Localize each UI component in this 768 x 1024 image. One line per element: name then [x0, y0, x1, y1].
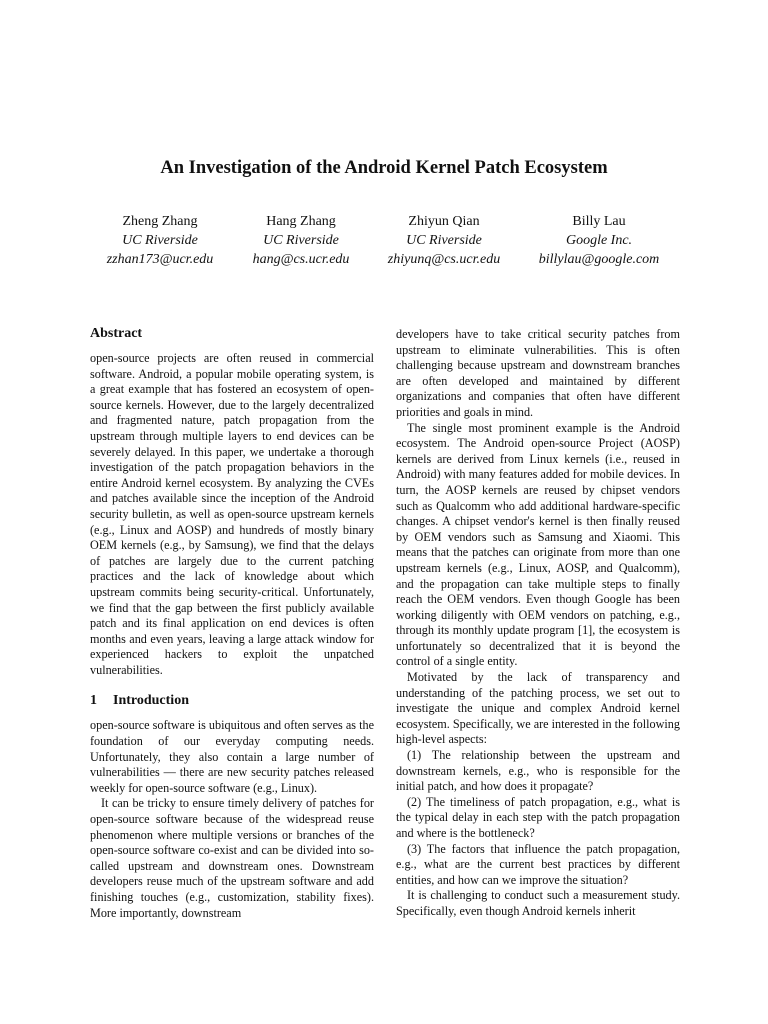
- paper-title: An Investigation of the Android Kernel Patch Ecosystem: [160, 158, 608, 178]
- author-email: billylau@google.com: [538, 252, 660, 267]
- right-paragraph-2: The single most prominent example is the Android ecosystem. The Android open-source Project (AOSP) kernels are derived from Linux kernels (i.e., reused in Android) with many features added for mobile devices. In turn, the AOSP kernels are reused by chipset vendors such as Qualcomm who add additional hardware-specific changes. A chipset vendor's kernel is then finally reused by OEM vendors such as Samsung and Xiaomi. This means that the patches can originate from more than one upstream kernels (e.g., Linux, AOSP, and Qualcomm), and the propagation can take multiple steps to finally reach the OEM vendors. Even though Google has been working diligently with OEM vendors on patching, e.g., through its monthly update program [1], the ecosystem is unfortunately so decentralized that it is beyond the control of a single entity.: [396, 420, 680, 669]
- right-paragraph-7: It is challenging to conduct such a measurement study. Specifically, even though Android kernels inherit: [396, 888, 680, 918]
- author-affiliation: UC Riverside: [263, 233, 339, 248]
- right-column: [396, 327, 680, 920]
- abstract-text: open-source projects are often reused in commercial software. Android, a popular mobile operating system, is a great example that has fostered an ecosystem of open-source kernels. However, due to the largely decentralized and fragmented nature, patch propagation from the upstream through multiple layers to end devices can be severely delayed. In this paper, we undertake a thorough investigation of the patch propagation behaviors in the entire Android kernel ecosystem. By analyzing the CVEs and patches available since the inception of the Android security bulletin, as well as open-source upstream kernels (e.g., Linux and AOSP) and hundreds of mostly binary OEM kernels (e.g., by Samsung), we find that the delays of patches are largely due to the current patching practices and the lack of knowledge about which upstream commits being security-critical. Unfortunately, we find that the gap between the first publicly available patch and its final application on end devices is often months and even years, leaving a large attack window for experienced hackers to exploit the unpatched vulnerabilities.: [90, 351, 374, 677]
- intro-heading: [90, 692, 374, 710]
- author-2: [226, 212, 376, 269]
- author-name: Billy Lau: [572, 214, 626, 229]
- left-column: [90, 325, 374, 921]
- author-affiliation: Google Inc.: [565, 233, 633, 248]
- right-paragraph-5: (2) The timeliness of patch propagation, e.g., what is the typical delay in each step with the patch propagation and where is the bottleneck?: [396, 794, 680, 840]
- intro-paragraph-1: open-source software is ubiquitous and often serves as the foundation of our everyday computing needs. Unfortunately, they also contain a large number of vulnerabilities — there are new security patches released weekly for open-source software (e.g., Linux).: [90, 718, 374, 795]
- right-paragraph-4: (1) The relationship between the upstream and downstream kernels, e.g., who is responsible for the initial patch, and how does it propagate?: [396, 748, 680, 794]
- right-paragraph-6: (3) The factors that influence the patch propagation, e.g., what are the current best practices by different entities, and how can we improve the situation?: [396, 841, 680, 887]
- author-email: hang@cs.ucr.edu: [252, 252, 350, 267]
- author-name: Hang Zhang: [266, 214, 336, 229]
- right-paragraph-3: Motivated by the lack of transparency and understanding of the patching process, we set out to investigate the unique and complex Android kernel ecosystem. Specifically, we are interested in the following high-level aspects:: [396, 670, 680, 747]
- author-email: zzhan173@ucr.edu: [106, 252, 214, 267]
- section-number: 1: [90, 693, 97, 709]
- author-email: zhiyunq@cs.ucr.edu: [387, 252, 501, 267]
- abstract-heading: Abstract: [90, 326, 143, 341]
- author-affiliation: UC Riverside: [406, 233, 482, 248]
- author-name: Zhiyun Qian: [408, 214, 480, 229]
- author-4: [524, 212, 674, 269]
- author-affiliation: UC Riverside: [122, 233, 198, 248]
- author-1: [85, 212, 235, 269]
- author-3: [369, 212, 519, 269]
- intro-paragraph-2: It can be tricky to ensure timely delivery of patches for open-source software because of the widespread reuse phenomenon where multiple versions or branches of the open-source software co-exist and can be divided into so-called upstream and downstream ones. Downstream developers reuse much of the upstream software and add finishing touches (e.g., customization, stability fixes). More importantly, downstream: [90, 796, 374, 920]
- right-paragraph-1: developers have to take critical security patches from upstream to eliminate vulnerabilities. This is often challenging because upstream and downstream branches are often developed and maintained by different organizations and companies that often have different priorities and goals in mind.: [396, 327, 680, 419]
- author-name: Zheng Zhang: [122, 214, 198, 229]
- section-title: Introduction: [113, 693, 189, 709]
